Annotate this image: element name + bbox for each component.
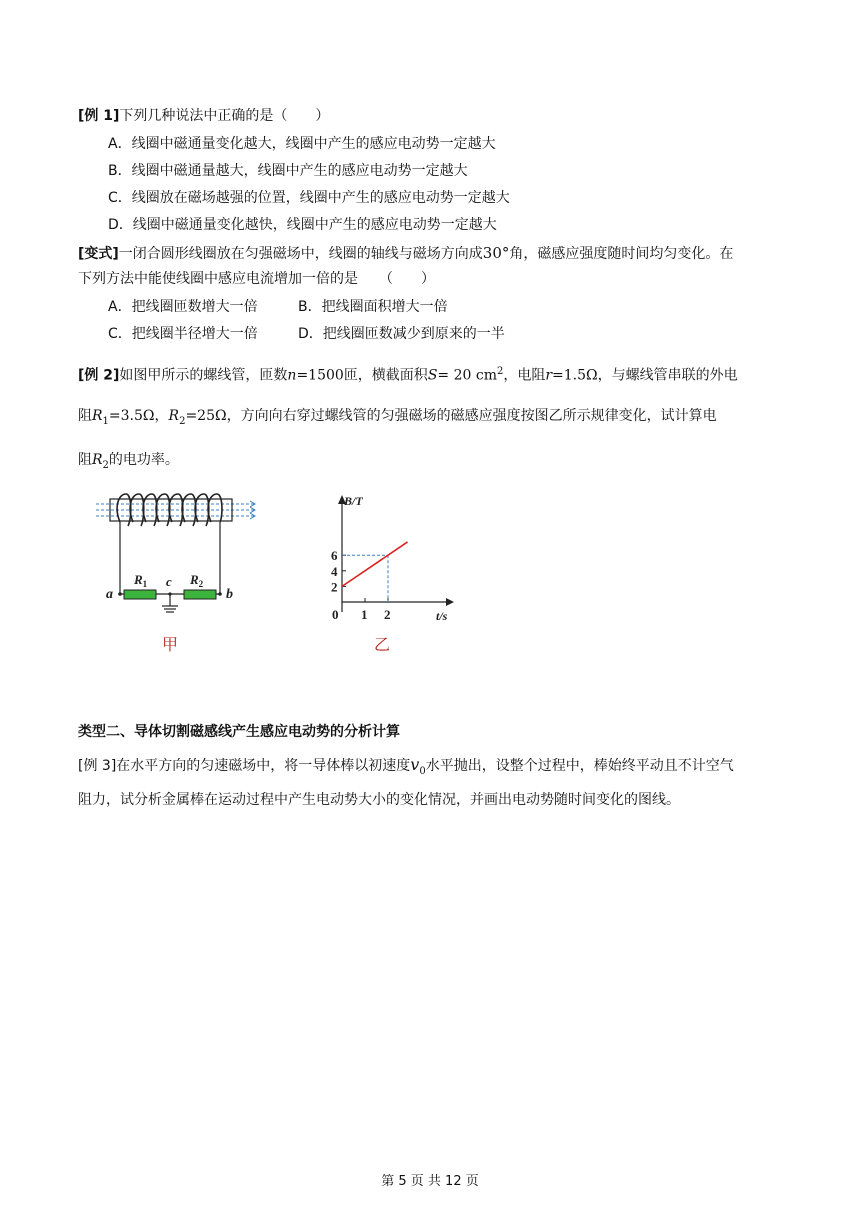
ex2-text-7: ，方向向右穿过螺线管的匀强磁场的磁感应强度按图乙所示规律变化，试计算电 <box>226 408 717 424</box>
label-b: b <box>226 587 233 602</box>
variant-option-a: A．把线圈匝数增大一倍 <box>108 299 258 315</box>
ex2-r2-sub: 2 <box>179 415 186 427</box>
b-t-graph <box>318 488 468 658</box>
terminal-a-dot <box>118 592 122 596</box>
ex2-text-8: 阻 <box>78 452 92 468</box>
y-axis-label: B/T <box>344 494 363 508</box>
solenoid-circuit-figure <box>92 488 272 658</box>
label-r1 <box>133 572 148 589</box>
ex2-n-val: =1500 <box>296 367 344 384</box>
ex2-text-1: 如图甲所示的螺线管，匝数 <box>119 367 288 384</box>
section-2-title: 类型二、导体切割磁感线产生感应电动势的分析计算 <box>78 724 400 740</box>
ex2-r-val: =1.5Ω <box>552 367 598 384</box>
ex1-question: 下列几种说法中正确的是（ ） <box>119 108 330 124</box>
ex2-text-4: ，与螺线管串联的外电 <box>597 367 738 384</box>
ex1-option-b: B．线圈中磁通量越大，线圈中产生的感应电动势一定越大 <box>108 163 468 179</box>
label-a: a <box>106 587 113 602</box>
ex1-option-d: D．线圈中磁通量变化越快，线圈中产生的感应电动势一定越大 <box>108 217 497 233</box>
label-r2 <box>189 572 204 589</box>
x-tick-label-0: 0 <box>332 607 339 622</box>
ex1-stem <box>78 106 329 126</box>
ex2-r2-val: =25Ω <box>185 408 227 424</box>
ex2-s-val: = 20 cm <box>437 367 497 384</box>
ex2-s-var: S <box>427 367 438 384</box>
ex1-option-a: A．线圈中磁通量变化越大，线圈中产生的感应电动势一定越大 <box>108 136 496 152</box>
ex2-r-var: r <box>545 367 553 384</box>
variant-tag: [变式] <box>78 246 119 262</box>
ex2-text-3: ，电阻 <box>503 367 546 384</box>
resistor-r2 <box>184 590 216 599</box>
ex2-r2b-var: R <box>92 452 103 468</box>
label-c: c <box>166 574 172 589</box>
ex2-text-9: 的电功率。 <box>108 452 179 468</box>
series-line-b <box>342 542 408 586</box>
ex2-line-1 <box>78 362 738 386</box>
variant-line-2: 下列方法中能使线圈中感应电流增加一倍的是 （ ） <box>78 271 435 287</box>
variant-option-b: B．把线圈面积增大一倍 <box>298 299 448 315</box>
ex2-line-3 <box>78 450 179 476</box>
variant-option-d: D．把线圈匝数减少到原来的一半 <box>298 326 505 342</box>
ex2-r1-sub: 1 <box>102 415 109 427</box>
label-r1-main: R <box>134 572 143 587</box>
figure-caption-yi: 乙 <box>374 637 391 654</box>
ex3-line-2: 阻力，试分析金属棒在运动过程中产生电动势大小的变化情况，并画出电动势随时间变化的图线。 <box>78 792 680 808</box>
ex3-text-1: 在水平方向的匀速磁场中，将一导体棒以初速度 <box>116 758 411 774</box>
page-footer: 第 5 页 共 12 页 <box>381 1174 479 1189</box>
variant-option-c: C．把线圈半径增大一倍 <box>108 326 258 342</box>
ex2-r1-val: =3.5Ω <box>108 408 155 424</box>
variant-angle: 30° <box>482 244 510 262</box>
ex3-tag: [例 3] <box>78 758 117 774</box>
ex2-text-2: 匝，横截面积 <box>343 367 428 384</box>
resistor-r1 <box>124 590 156 599</box>
y-tick-label-2: 2 <box>331 579 338 595</box>
y-tick-label-6: 6 <box>331 548 338 564</box>
ex2-r1-var: R <box>92 408 103 424</box>
terminal-b-dot <box>218 592 222 596</box>
ex2-tag: [例 2] <box>78 367 120 384</box>
variant-text-b: 角，磁感应强度随时间均匀变化。在 <box>509 246 734 262</box>
label-r2-sub: 2 <box>198 579 204 589</box>
figure-caption-jia: 甲 <box>162 637 179 654</box>
ex1-option-c: C．线圈放在磁场越强的位置，线圈中产生的感应电动势一定越大 <box>108 190 510 206</box>
ex1-tag: [例 1] <box>78 108 120 124</box>
y-tick-label-4: 4 <box>331 563 338 579</box>
ex3-v-sub: 0 <box>419 765 426 777</box>
ex2-r2b-sub: 2 <box>102 459 109 471</box>
ex2-text-5: 阻 <box>78 408 92 424</box>
ex2-n-var: n <box>287 367 297 384</box>
x-axis-label: t/s <box>436 609 448 623</box>
ex3-v-var: v <box>410 755 420 774</box>
node-c-dot <box>168 592 171 595</box>
ex2-s-sup: 2 <box>496 366 504 377</box>
ex2-line-2 <box>78 406 717 432</box>
label-r2-main: R <box>190 572 199 587</box>
ex3-text-2: 水平抛出，设整个过程中，棒始终平动且不计空气 <box>425 758 734 774</box>
x-tick-label-1: 1 <box>361 607 368 622</box>
ex2-r2-var: R <box>168 408 180 424</box>
ex3-line-1 <box>78 755 734 782</box>
x-axis-arrow-icon <box>446 598 454 606</box>
x-tick-label-2: 2 <box>384 607 391 622</box>
variant-line-1 <box>78 243 733 264</box>
ex2-text-6: ， <box>154 408 169 424</box>
variant-text-a: 一闭合圆形线圈放在匀强磁场中，线圈的轴线与磁场方向成 <box>118 246 483 262</box>
magnetic-field-lines <box>96 504 254 516</box>
label-r1-sub: 1 <box>142 579 148 589</box>
